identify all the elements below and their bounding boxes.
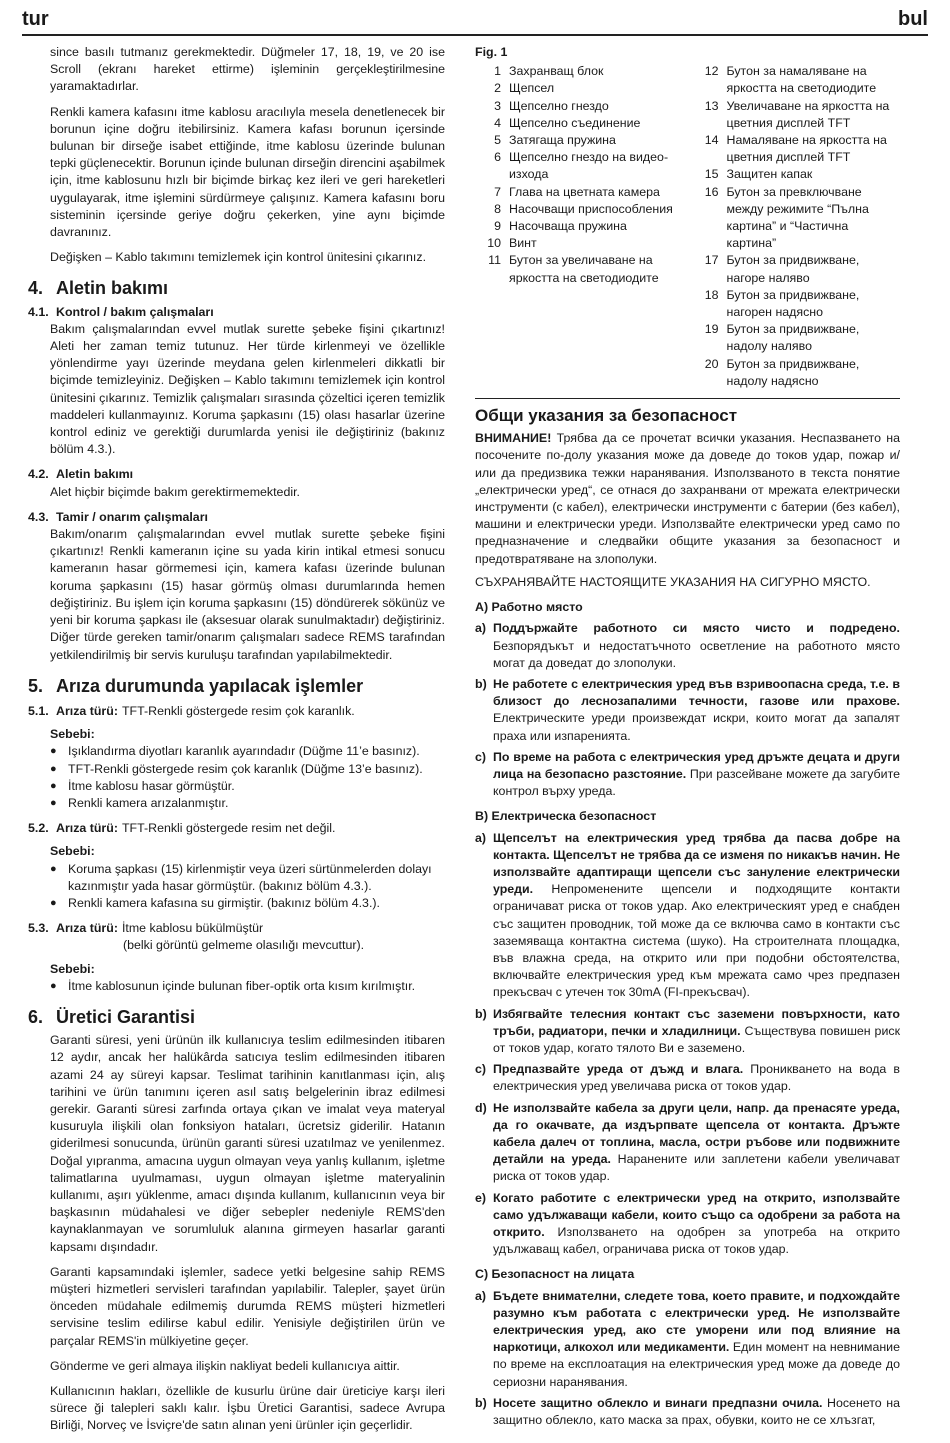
legend-number: 15: [704, 167, 719, 182]
fault-entry: 5.2. Arıza türü: TFT-Renkli göstergede resim net değil.: [28, 821, 336, 836]
legend-text: Щепселно гнездо: [509, 98, 609, 113]
legend-item: [475, 98, 683, 115]
subsection-heading: 4.3. Tamir / onarım çalışmaları: [28, 509, 208, 524]
item-letter: b): [475, 1395, 487, 1410]
legend-text: Бутон за придвижване, надолу наляво: [726, 322, 860, 354]
item-text: [493, 1100, 900, 1186]
warning-paragraph: ВНИМАНИЕ! Трябва да се прочетат всички указания. Неспазването на посочените по-долу указания може да доведе до токов удар, пожар и/или да предизвика тежки наранявания. Използваното в текста понятие „електрически уред“, се отнася до захранвани от мрежата електрически инструменти (с кабел), електрически инструменти с батерии (без кабел), машини и електрически уреди. Използвайте електрически уред само по предназначение и следвайки общите указания за безопасност и предотвратяване на злополуки.: [475, 431, 900, 566]
legend-text: Бутон за придвижване, нагоре наляво: [726, 253, 860, 285]
legend-text: Намаляване на яркостта на цветния дисплей TFT: [726, 133, 887, 165]
item-text: [493, 1190, 900, 1259]
item-body: Непроменените щепсели и подходящите контакти ограничават риска от токов удар. Ако електрическият уред е снабден със защитен проводник, той може да се включва само в контакти със заземяваща контактна система (шуко). На строителната площадка, във влажна среда, на открито или при подобни обстоятелства, включвайте електрическия уред към мрежата само чрез предпазен прекъсвач с утечен ток 30mA (FI-прекъсвач).: [493, 882, 900, 1000]
legend-number: 2: [494, 81, 501, 96]
safety-item: [475, 749, 900, 801]
cause-label: Sebebi:: [50, 844, 95, 859]
language-code-right: bul: [898, 8, 928, 30]
figure-legend: [475, 63, 900, 390]
legend-text: Насочваща пружина: [509, 219, 627, 234]
fault-entry: 5.3. Arıza türü: İtme kablosu bükülmüştür (belki görüntü gelmeme olasılığı mevcuttur).: [28, 921, 365, 953]
item-letter: b): [475, 676, 487, 691]
legend-item: [693, 63, 901, 97]
legend-number: 1: [494, 64, 501, 79]
safety-list: [475, 830, 900, 1259]
legend-item: [475, 235, 683, 252]
paragraph: Gönderme ve geri almaya ilişkin nakliyat bedeli kullanıcıya aittir.: [50, 1358, 400, 1373]
item-text: [493, 1288, 900, 1391]
cause-list: [50, 978, 445, 995]
list-item: ● İtme kablosunun içinde bulunan fiber-optik orta kısım kırılmıştır.: [50, 978, 445, 995]
legend-text: Бутон за превключване между режимите “Пълна картина” и “Частична картина”: [726, 184, 869, 251]
item-body: При разсейване можете да загубите контрол върху уреда.: [493, 766, 900, 799]
item-text: [493, 1006, 900, 1058]
header-rule: [22, 34, 928, 36]
legend-text: Щепселно съединение: [509, 115, 641, 130]
item-text: [493, 1061, 900, 1095]
cause-list: [50, 861, 445, 913]
legend-item: [693, 321, 901, 355]
paragraph: Alet hiçbir biçimde bakım gerektirmemektedir.: [50, 484, 300, 499]
legend-item: [475, 149, 683, 183]
paragraph: Bakım/onarım çalışmalarından evvel mutlak surette şebeke fişini çıkartınız! Renkli kameranın içine su yada kirin intikal etmesi sonucu kameranın hasar görmemesi için, kamera kafası üzerinde bulunan koruma şapkasını (15) hasar görmüş olması durumlarında hemen değiştiriniz. Bu işlem için koruma şapkasını (15) döndürerek sökünüz ve yeni bir koruma şapkası ile (aksesuar olarak sunulmaktadır) değiştiriniz. Diğer türde gereken tamir/onarım çalışmaları sadece REMS tarafından yetkilendirilmiş bir servis kuruluşu tarafından yapılabilmektedir.: [50, 527, 445, 662]
cause-label: Sebebi:: [50, 727, 95, 742]
paragraph: Bakım çalışmalarından evvel mutlak surette şebeke fişini çıkartınız! Aleti her zaman temiz tutunuz. Her türde kirlenmeyi ve özellikle yönlendirme yayı üzerinde meydana gelen kirlenmeleri dikkatli bir biçimde temizleyiniz. Değişken – Kablo takımını temizlemek için kontrol ünitesini çıkarınız. Temizlik çalışmaları sırasında çözeltici içeren temizlik maddeleri kullanmayınız. Koruma şapkasını (15) olası hasarlar üzerine kontrol ediniz ve gerektiği durumlarda yenisi ile değiştiriniz (bakınız bölüm 4.3.).: [50, 321, 445, 457]
language-code-left: tur: [22, 8, 49, 30]
legend-number: 13: [704, 98, 719, 113]
legend-text: Бутон за намаляване на яркостта на светодиодите: [726, 64, 877, 96]
item-letter: a): [475, 1288, 487, 1303]
legend-item: [475, 80, 683, 97]
item-text: [493, 676, 900, 745]
item-emphasis: Предпазвайте уреда от дъжд и влага.: [493, 1062, 744, 1077]
section-heading: 4. Aletin bakımı: [28, 278, 169, 299]
legend-text: Винт: [509, 236, 537, 251]
list-item: ● İtme kablosu hasar görmüştür.: [50, 778, 445, 795]
list-item: ● TFT-Renkli göstergede resim çok karanlık (Düğme 13’e basınız).: [50, 761, 445, 778]
legend-text: Щепсел: [509, 81, 555, 96]
item-text: [493, 749, 900, 801]
legend-text: Бутон за придвижване, надолу надясно: [726, 356, 860, 388]
legend-number: 9: [494, 219, 501, 234]
legend-number: 12: [704, 64, 719, 79]
item-letter: e): [475, 1190, 487, 1205]
paragraph: Garanti kapsamındaki işlemler, sadece yetki belgesine sahip REMS müşteri hizmetleri servisleri tarafından yapılabilir. Talepler, şayet ürün önceden müdahale edilmemiş durumda REMS müşteri hizmetleri servisine teslim edilirse kabul edilir. Yenisiyle değiştirilen ürün ve parçalar REMS'in mülkiyetine geçer.: [50, 1264, 445, 1348]
safety-item: [475, 620, 900, 672]
item-body: Съществува повишен риск от токов удар, когато тялото Ви е заземено.: [493, 1023, 900, 1055]
item-letter: c): [475, 1062, 487, 1077]
legend-number: 11: [488, 253, 501, 268]
legend-item: [475, 63, 683, 80]
legend-number: 17: [704, 253, 719, 268]
bulgarian-column: [475, 44, 900, 1433]
paragraph: Değişken – Kablo takımını temizlemek için kontrol ünitesini çıkarınız.: [50, 250, 427, 265]
legend-item: [693, 184, 901, 253]
item-text: [493, 1395, 900, 1429]
item-text: [493, 620, 900, 672]
legend-item: [475, 201, 683, 218]
item-letter: c): [475, 749, 487, 764]
legend-text: Защитен капак: [726, 167, 813, 182]
legend-item: [693, 132, 901, 166]
legend-item: [693, 287, 901, 321]
item-emphasis: Бъдете внимателни, следете това, което правите, и подхождайте разумно към работата с електрически уред. Не използвайте електрическия уред, ако сте уморени или под влияние на наркотици, алкохол или медикаменти.: [493, 1288, 900, 1355]
fault-entry: 5.1. Arıza türü: TFT-Renkli göstergede resim çok karanlık.: [28, 703, 355, 718]
safety-title: Общи указания за безопасност: [475, 406, 738, 426]
legend-text: Увеличаване на яркостта на цветния дисплей TFT: [726, 98, 890, 130]
legend-text: Захранващ блок: [509, 64, 604, 79]
legend-number: 20: [704, 356, 719, 371]
safety-item: [475, 676, 900, 745]
safety-item: [475, 830, 900, 1002]
item-letter: a): [475, 621, 487, 636]
legend-item: [475, 252, 683, 286]
safety-item: [475, 1190, 900, 1259]
figure-title: Fig. 1: [475, 45, 508, 59]
item-emphasis: Не работете с електрическия уред във взривоопасна среда, т.е. в близост до леснозапалими течности, газове или прахове.: [493, 676, 900, 709]
item-letter: d): [475, 1100, 487, 1115]
safety-item: [475, 1061, 900, 1095]
legend-number: 6: [494, 150, 501, 165]
item-letter: a): [475, 830, 487, 845]
cause-list: [50, 743, 445, 812]
legend-number: 14: [704, 133, 719, 148]
legend-item: [475, 132, 683, 149]
item-emphasis: Не използвайте кабела за други цели, напр. да пренасяте уреда, да го окачвате, да издърпвате щепсела от контакта. Дръжте кабела далеч от топлина, масла, остри ръбове или подвижните детайли на уреда.: [493, 1100, 900, 1167]
legend-item: [693, 252, 901, 286]
item-emphasis: Носете защитно облекло и винаги предпазни очила.: [493, 1395, 823, 1410]
figure-legend-right: [693, 63, 901, 390]
item-text: [493, 830, 900, 1002]
item-body: Един момент на невнимание по време на експлоатация на електрическия уред може да доведе до сериозни наранявания.: [493, 1340, 900, 1389]
legend-text: Затягаща пружина: [509, 133, 616, 148]
subsection-heading: 4.1. Kontrol / bakım çalışmaları: [28, 304, 214, 319]
section-title: C) Безопасност на лицата: [475, 1267, 635, 1282]
item-body: Проникването на вода в електрическия уред увеличава риска от токов удар.: [493, 1062, 900, 1094]
legend-number: 8: [494, 201, 501, 216]
item-emphasis: Избягвайте телесния контакт със заземени повърхности, като тръби, радиатори, печки и хладилници.: [493, 1006, 900, 1038]
item-emphasis: Щепселът на електрическия уред трябва да пасва добре на контакта. Щепселът не трябва да се изменя по никакъв начин. Не използвайте адаптиращи щепсели със зануление електрически уреди.: [493, 830, 900, 897]
legend-text: Насочващи приспособления: [509, 201, 673, 216]
legend-text: Щепселно гнездо на видео-изхода: [509, 150, 669, 182]
legend-item: [475, 184, 683, 201]
legend-text: Глава на цветната камера: [509, 184, 660, 199]
safety-list: [475, 620, 900, 800]
legend-item: [693, 98, 901, 132]
list-item: ● Renkli kamera arızalanmıştır.: [50, 795, 445, 812]
paragraph: Garanti süresi, yeni ürünün ilk kullanıcıya teslim edilmesinden itibaren 12 aydır, ancak her halükârda satıcıya teslim edilmesinden itibaren azami 24 ay süreyi kapsar. Teslimat tarihinin kanıtlanması için, alış tarihini ve ürün tanımını içeren asıl satış belgelerinin ibraz edilmesi gerekir. Garanti süresi zarfında ortaya çıkan ve imalat veya materyal kusuruyla ilişkili olan fonksiyon hataları, ücretsiz giderilir. Hatanın giderilmesi sonucunda, ürünün garanti süresi uzatılmaz ve yenilenmez. Doğal yıpranma, amacına uygun olmayan veya yanlış kullanım, işletme talimatlarına uyulmaması, uygun olmayan işletme materyalinin kullanımı, aşırı yüklenme, amacı dışında kullanım, kullanıcının veya bir başkasının müdahalesi ve diğer sebepler nedeniyle REMS'den kaynaklanmayan ve sorumluluk alanına girmeyen hasarlar garanti kapsamı dışındadır.: [50, 1033, 445, 1254]
keep-instructions: СЪХРАНЯВАЙТЕ НАСТОЯЩИТЕ УКАЗАНИЯ НА СИГУРНО МЯСТО.: [475, 574, 871, 589]
paragraph: since basılı tutmanız gerekmektedir. Düğmeler 17, 18, 19, ve 20 ise Scroll (ekranı hareket ettirme) işleminin gerçekleştirilmesine yaramaktadırlar.: [50, 45, 445, 94]
list-item: ● Renkli kamera kafasına su girmiştir. (bakınız bölüm 4.3.).: [50, 895, 445, 912]
item-body: Безпорядъкът и недостатъчното осветление на работното място могат да доведат до злополуки.: [493, 638, 900, 670]
item-body: Електрическите уреди произвеждат искри, които могат да запалят праха или изпаренията.: [493, 711, 900, 743]
turkish-column: [28, 44, 445, 1443]
item-emphasis: По време на работа с електрическия уред дръжте децата и други лица на безопасно разстояние.: [493, 749, 900, 781]
paragraph: Kullanıcının hakları, özellikle de kusurlu ürüne dair üreticiye karşı ileri sürece ği talepleri saklı kalır. İşbu Üretici Garantisi, sadece Avrupa Birliği, Norveç ve İsviçre'de satın alınan yeni ürünler için geçerlidir.: [50, 1384, 445, 1433]
legend-number: 18: [704, 287, 719, 302]
legend-item: [693, 356, 901, 390]
legend-text: Бутон за увеличаване на яркостта на светодиодите: [509, 253, 659, 285]
safety-item: [475, 1395, 900, 1429]
legend-item: [475, 218, 683, 235]
legend-item: [693, 166, 901, 183]
item-emphasis: Когато работите с електрически уред на открито, използвайте само удължаващи кабели, които също са одобрени за работа на открито.: [493, 1190, 900, 1239]
legend-number: 19: [704, 322, 719, 337]
legend-number: 5: [494, 133, 501, 148]
paragraph: Renkli kamera kafasını itme kablosu aracılıyla mesela denetlenecek bir borunun içine doğru itebilirsiniz. Kamera kafası borunun içersinde bulunan bir dirseğe isabet ettiğinde, itme kablosu üzerinde bulunan tepki güçlenecektir. Borunun içinde bulunan dirseğin direncini aşabilmek için, itme kablosunu hızlı bir biçimde birkaç kez ileri ve geri hareketleri uygulayarak, itme işlemini sürdürmeye çalışınız. Kamera kafasını boru sisteminin içersinde geriye doğru çekerken, yine aynı biçimde davranınız.: [50, 104, 445, 240]
legend-number: 16: [704, 184, 719, 199]
list-item: ● Işıklandırma diyotları karanlık ayarındadır (Düğme 11’e basınız).: [50, 743, 445, 760]
section-heading: 5. Arıza durumunda yapılacak işlemler: [28, 675, 364, 696]
figure-legend-left: [475, 63, 683, 390]
section-heading: 6. Üretici Garantisi: [28, 1006, 196, 1027]
legend-item: [475, 115, 683, 132]
item-body: Наранените или заплетени кабели увеличават риска от токов удар.: [493, 1152, 900, 1184]
cause-label: Sebebi:: [50, 961, 95, 976]
safety-item: [475, 1006, 900, 1058]
safety-list: [475, 1288, 900, 1430]
legend-number: 3: [494, 98, 501, 113]
divider: [475, 398, 900, 399]
section-title: A) Работно място: [475, 600, 583, 615]
subsection-heading: 4.2. Aletin bakımı: [28, 467, 134, 482]
legend-number: 10: [487, 236, 501, 251]
item-body: Носенето на защитно облекло, като маска за прах, обувки, които не се хлъзгат,: [493, 1395, 901, 1428]
section-title: B) Електрическа безопасност: [475, 809, 657, 824]
item-emphasis: Поддържайте работното си място чисто и подредено.: [493, 621, 900, 636]
safety-item: [475, 1288, 900, 1391]
safety-item: [475, 1100, 900, 1186]
item-body: Използването на одобрен за употреба на открито удължаващ кабел, ограничава риска от токов удар.: [493, 1225, 900, 1257]
legend-number: 7: [494, 184, 501, 199]
legend-number: 4: [494, 115, 501, 130]
legend-text: Бутон за придвижване, нагорен надясно: [726, 287, 860, 320]
list-item: ● Koruma şapkası (15) kirlenmiştir veya üzeri sürtünmelerden dolayı kazınmıştır yada hasar görmüştür. (bakınız bölüm 4.3.).: [50, 861, 445, 895]
item-letter: b): [475, 1006, 487, 1021]
